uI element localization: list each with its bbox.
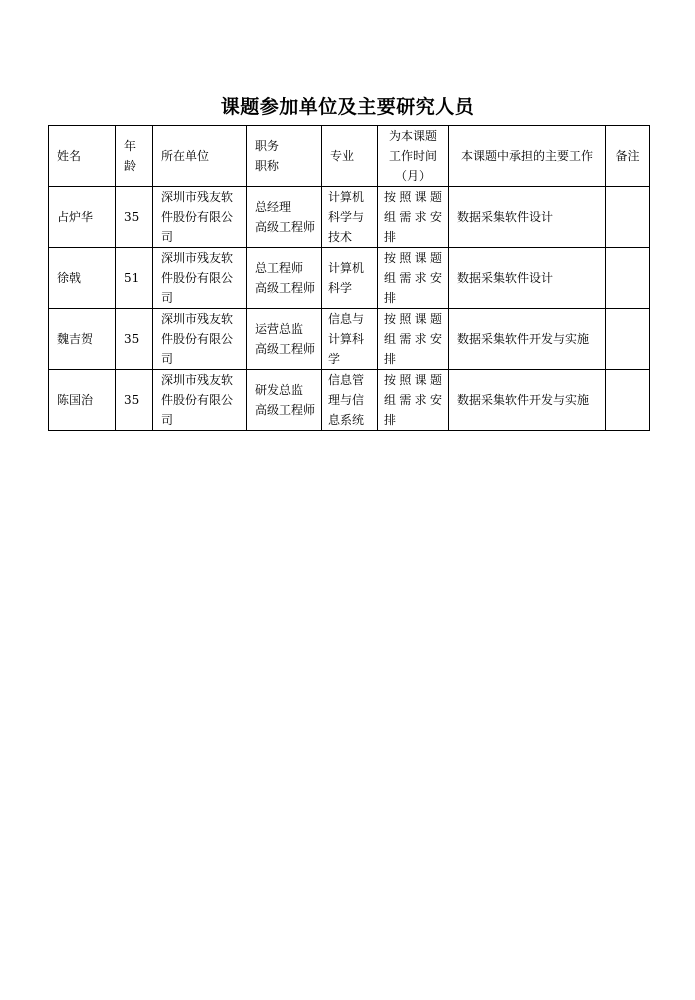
- cell-remark: [606, 187, 650, 248]
- table-row: [49, 309, 650, 370]
- cell-major: 计算机 科学与 技术: [322, 187, 378, 248]
- header-age: 年 龄: [116, 126, 153, 187]
- cell-work-time: 按照课题 组需求安 排: [378, 370, 449, 431]
- header-duty: 本课题中承担的主要工作: [449, 126, 606, 187]
- table-row: [49, 248, 650, 309]
- cell-duty: 数据采集软件设计: [449, 248, 606, 309]
- cell-name: 徐戟: [49, 248, 116, 309]
- table-row: [49, 370, 650, 431]
- cell-unit: 深圳市残友软 件股份有限公 司: [153, 187, 247, 248]
- cell-major: 计算机 科学: [322, 248, 378, 309]
- cell-name: 陈国治: [49, 370, 116, 431]
- cell-work-time: 按照课题 组需求安 排: [378, 309, 449, 370]
- page-title: 课题参加单位及主要研究人员: [220, 96, 475, 118]
- cell-name: 占炉华: [49, 187, 116, 248]
- cell-unit: 深圳市残友软 件股份有限公 司: [153, 309, 247, 370]
- cell-age: 35: [116, 370, 153, 431]
- cell-name: 魏吉贺: [49, 309, 116, 370]
- cell-position: 总工程师 高级工程师: [247, 248, 322, 309]
- cell-unit: 深圳市残友软 件股份有限公 司: [153, 248, 247, 309]
- cell-unit: 深圳市残友软 件股份有限公 司: [153, 370, 247, 431]
- cell-position: 运营总监 高级工程师: [247, 309, 322, 370]
- header-unit: 所在单位: [153, 126, 247, 187]
- cell-work-time: 按照课题 组需求安 排: [378, 187, 449, 248]
- cell-age: 35: [116, 187, 153, 248]
- cell-position: 总经理 高级工程师: [247, 187, 322, 248]
- header-position: 职务 职称: [247, 126, 322, 187]
- header-name: 姓名: [49, 126, 116, 187]
- cell-major: 信息与 计算科 学: [322, 309, 378, 370]
- cell-remark: [606, 370, 650, 431]
- cell-major: 信息管 理与信 息系统: [322, 370, 378, 431]
- cell-duty: 数据采集软件开发与实施: [449, 309, 606, 370]
- cell-age: 35: [116, 309, 153, 370]
- header-major: 专业: [322, 126, 378, 187]
- research-staff-table: [48, 125, 650, 431]
- cell-remark: [606, 248, 650, 309]
- table-row: [49, 187, 650, 248]
- cell-position: 研发总监 高级工程师: [247, 370, 322, 431]
- header-work-time: 为本课题 工作时间 （月）: [378, 126, 449, 187]
- header-remark: 备注: [606, 126, 650, 187]
- cell-work-time: 按照课题 组需求安 排: [378, 248, 449, 309]
- cell-remark: [606, 309, 650, 370]
- table-header-row: [49, 126, 650, 187]
- cell-age: 51: [116, 248, 153, 309]
- cell-duty: 数据采集软件开发与实施: [449, 370, 606, 431]
- cell-duty: 数据采集软件设计: [449, 187, 606, 248]
